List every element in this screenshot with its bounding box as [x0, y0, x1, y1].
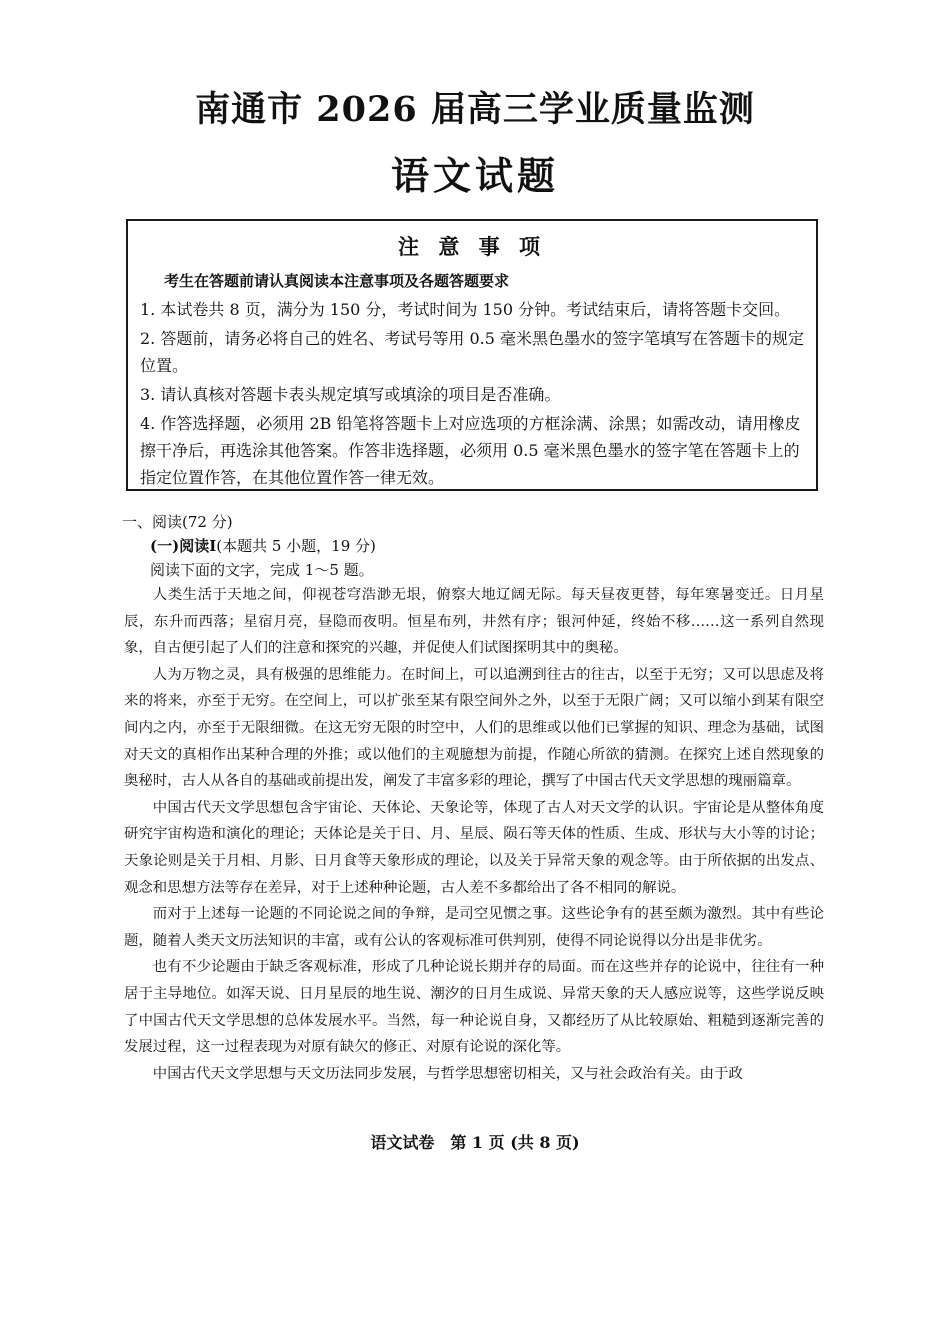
notice-item: 3. 请认真核对答题卡表头规定填写或填涂的项目是否准确。: [140, 385, 561, 404]
passage-paragraph: 也有不少论题由于缺乏客观标准，形成了几种论说长期并存的局面。而在这些并存的论说中，往往有一种居于主导地位。如浑天说、日月星辰的地生说、潮汐的日月生成说、异常天象的天人感应说等，这些学说反映了中国古代天文学思想的总体发展水平。当然，每一种论说自身，又都经历了从比较原始、粗糙到逐渐完善的发展过程，这一过程表现为对原有缺欠的修正、对原有论说的深化等。: [124, 959, 824, 1056]
notice-box: [126, 219, 818, 491]
subsection-note: (本题共 5 小题，19 分): [216, 537, 376, 555]
section-heading: 一、阅读(72 分): [122, 513, 233, 531]
subject-title: 语文试题: [390, 153, 559, 198]
notice-lead: 考生在答题前请认真阅读本注意事项及各题答题要求: [164, 272, 510, 290]
subsection-heading: [124, 534, 824, 558]
notice-item: 4. 作答选择题，必须用 2B 铅笔将答题卡上对应选项的方框涂满、涂黑；如需改动，请用橡皮擦干净后，再选涂其他答案。作答非选择题，必须用 0.5 毫米黑色墨水的签字笔在答题卡上的指定位置作答，在其他位置作答一律无效。: [140, 414, 801, 487]
passage-paragraph: 而对于上述每一论题的不同论说之间的争辩，是司空见惯之事。这些论争有的甚至颇为激烈。其中有些论题，随着人类天文历法知识的丰富，或有公认的客观标准可供判别，使得不同论说得以分出是非优劣。: [124, 906, 824, 949]
notice-item: 1. 本试卷共 8 页，满分为 150 分，考试时间为 150 分钟。考试结束后，请将答题卡交回。: [140, 300, 791, 319]
notice-title: 注 意 事 项: [398, 234, 546, 259]
exam-title: 南通市 2026 届高三学业质量监测: [195, 89, 755, 130]
passage-paragraph: 中国古代天文学思想与天文历法同步发展，与哲学思想密切相关，又与社会政治有关。由于政: [152, 1065, 743, 1082]
reading-instruction: 阅读下面的文字，完成 1～5 题。: [150, 561, 374, 579]
notice-item: 2. 答题前，请务必将自己的姓名、考试号等用 0.5 毫米黑色墨水的签字笔填写在答题卡的规定位置。: [140, 329, 804, 375]
passage-paragraph: 人类生活于天地之间，仰视苍穹浩渺无垠，俯察大地辽阔无际。每天昼夜更替，每年寒暑变迁。日月星辰，东升而西落；星宿月亮，昼隐而夜明。恒星布列，井然有序；银河仲延，终始不移……这一系列自然现象，自古便引起了人们的注意和探究的兴趣，并促使人们试图探明其中的奥秘。: [124, 587, 824, 657]
passage-paragraph: 人为万物之灵，具有极强的思维能力。在时间上，可以追溯到往古的往古，以至于无穷；又可以思虑及将来的将来，亦至于无穷。在空间上，可以扩张至某有限空间外之外，以至于无限广阔；又可以缩小到某有限空间内之内，亦至于无限细微。在这无穷无限的时空中，人们的思维或以他们已掌握的知识、理念为基础，试图对天文的真相作出某种合理的外推；或以他们的主观臆想为前提，作随心所欲的猜测。在探究上述自然现象的奥秘时，古人从各自的基础或前提出发，阐发了丰富多彩的理论，撰写了中国古代天文学思想的瑰丽篇章。: [124, 666, 824, 790]
reading-section: [124, 510, 824, 1087]
passage-paragraph: 中国古代天文学思想包含宇宙论、天体论、天象论等，体现了古人对天文学的认识。宇宙论是从整体角度研究宇宙构造和演化的理论；天体论是关于日、月、星辰、陨石等天体的性质、生成、形状与大小等的讨论；天象论则是关于月相、月影、日月食等天象形成的理论，以及关于异常天象的观念等。由于所依据的出发点、观念和思想方法等存在差异，对于上述种种论题，古人差不多都给出了各不相同的解说。: [124, 799, 824, 896]
subsection-label: (一)阅读Ⅰ: [150, 537, 217, 555]
page-footer: 语文试卷 第 1 页 (共 8 页): [370, 1133, 580, 1152]
